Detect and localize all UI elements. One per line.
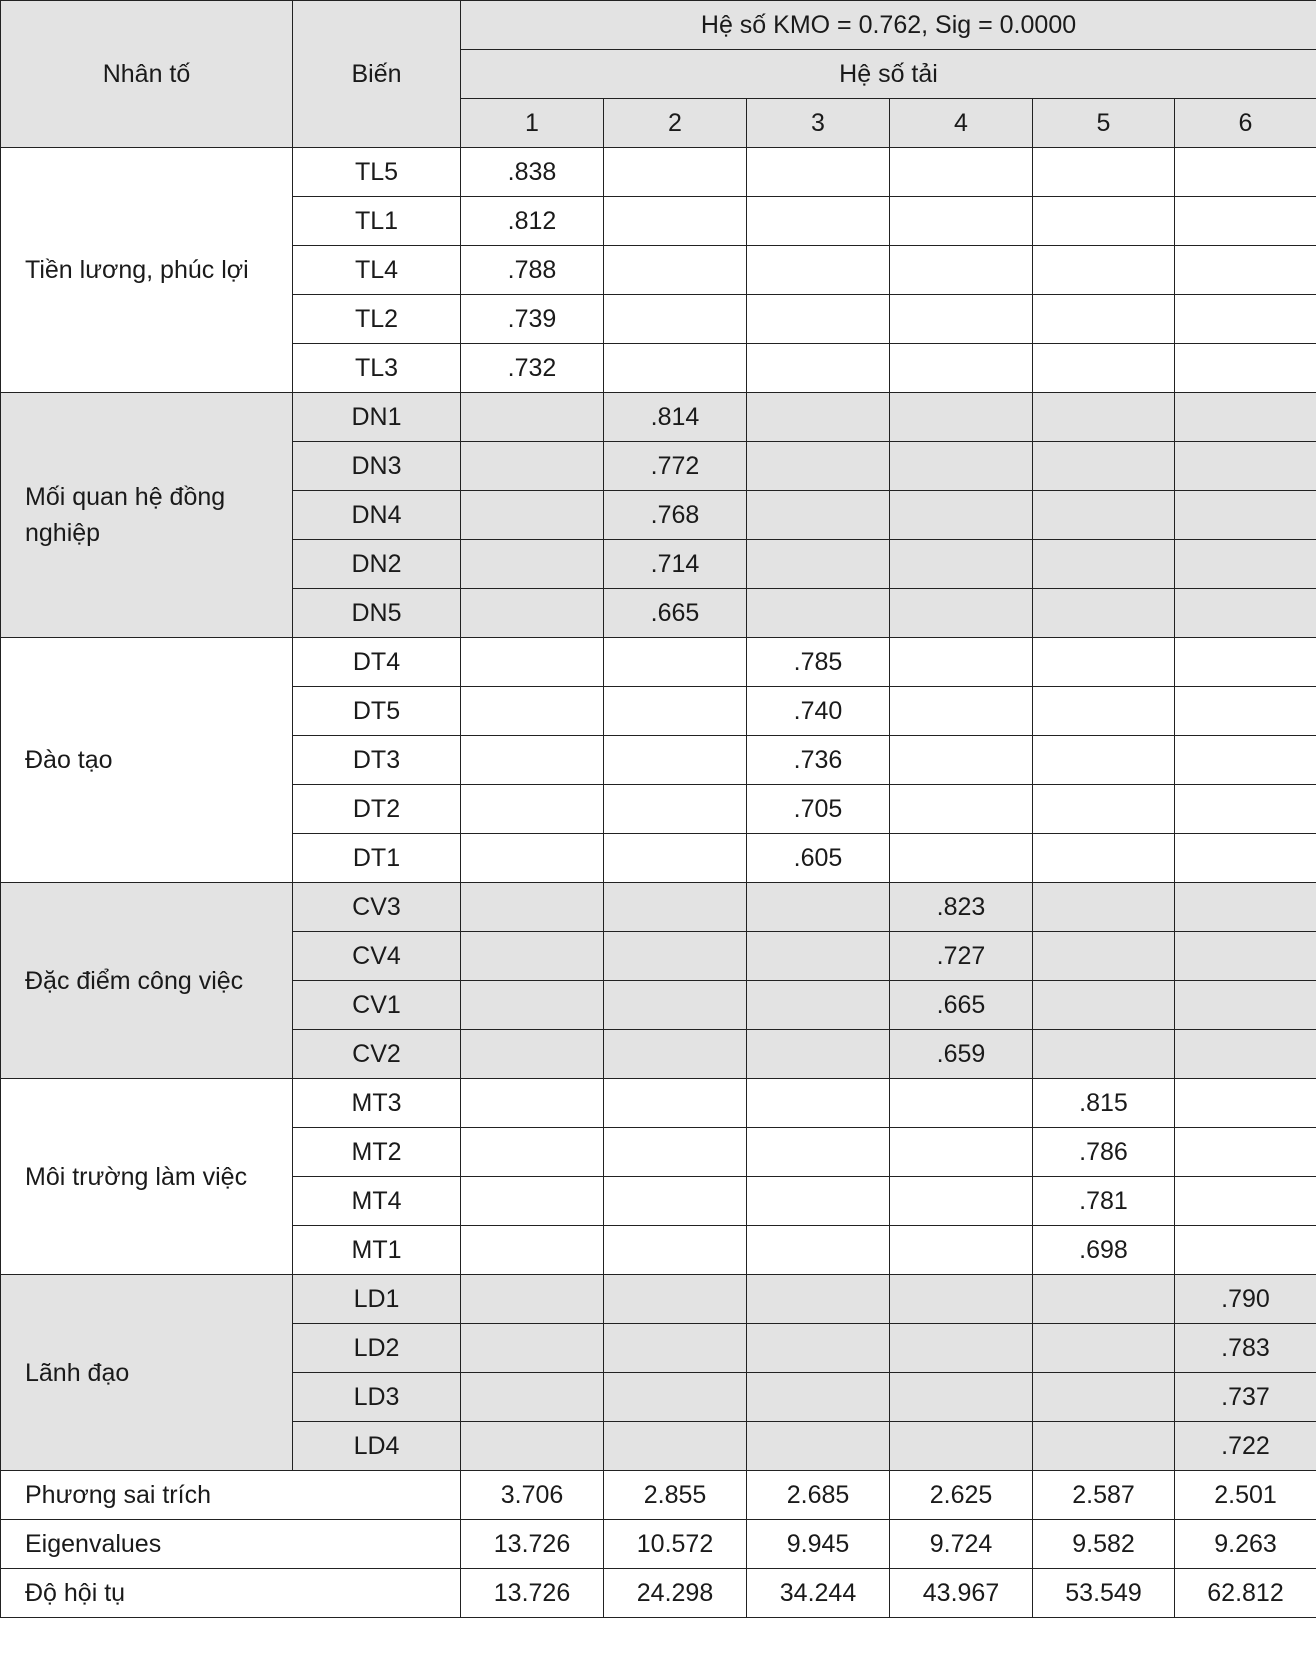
loading-value: .722 xyxy=(1175,1422,1316,1471)
summary-row xyxy=(1,1520,1316,1569)
summary-value: 13.726 xyxy=(461,1520,604,1569)
empty-cell xyxy=(747,1128,890,1177)
empty-cell xyxy=(461,1226,604,1275)
variable-code: LD2 xyxy=(293,1324,461,1373)
empty-cell xyxy=(747,1079,890,1128)
empty-cell xyxy=(461,1275,604,1324)
empty-cell xyxy=(890,638,1033,687)
empty-cell xyxy=(461,687,604,736)
factor-name: Đào tạo xyxy=(1,638,293,883)
empty-cell xyxy=(604,197,747,246)
summary-value: 2.501 xyxy=(1175,1471,1316,1520)
empty-cell xyxy=(890,1226,1033,1275)
empty-cell xyxy=(747,1226,890,1275)
empty-cell xyxy=(890,834,1033,883)
variable-code: DT2 xyxy=(293,785,461,834)
summary-value: 2.587 xyxy=(1033,1471,1175,1520)
empty-cell xyxy=(604,834,747,883)
empty-cell xyxy=(890,687,1033,736)
empty-cell xyxy=(1175,148,1316,197)
empty-cell xyxy=(747,981,890,1030)
variable-code: CV2 xyxy=(293,1030,461,1079)
loading-value: .783 xyxy=(1175,1324,1316,1373)
empty-cell xyxy=(604,1275,747,1324)
empty-cell xyxy=(604,148,747,197)
loading-value: .665 xyxy=(890,981,1033,1030)
empty-cell xyxy=(1175,589,1316,638)
component-header: 4 xyxy=(890,99,1033,148)
empty-cell xyxy=(1033,1373,1175,1422)
empty-cell xyxy=(890,246,1033,295)
summary-value: 9.945 xyxy=(747,1520,890,1569)
empty-cell xyxy=(890,1275,1033,1324)
loading-header: Hệ số tải xyxy=(461,50,1316,99)
component-header: 5 xyxy=(1033,99,1175,148)
empty-cell xyxy=(604,1030,747,1079)
variable-code: DT3 xyxy=(293,736,461,785)
loading-value: .815 xyxy=(1033,1079,1175,1128)
empty-cell xyxy=(1033,148,1175,197)
empty-cell xyxy=(747,1177,890,1226)
empty-cell xyxy=(747,540,890,589)
summary-row xyxy=(1,1471,1316,1520)
empty-cell xyxy=(747,197,890,246)
empty-cell xyxy=(747,1030,890,1079)
empty-cell xyxy=(747,1275,890,1324)
summary-row xyxy=(1,1569,1316,1618)
empty-cell xyxy=(461,785,604,834)
empty-cell xyxy=(1033,638,1175,687)
variable-code: MT4 xyxy=(293,1177,461,1226)
summary-value: 2.855 xyxy=(604,1471,747,1520)
empty-cell xyxy=(604,638,747,687)
variable-code: TL2 xyxy=(293,295,461,344)
summary-value: 2.625 xyxy=(890,1471,1033,1520)
variable-code: DN1 xyxy=(293,393,461,442)
summary-value: 9.582 xyxy=(1033,1520,1175,1569)
empty-cell xyxy=(1175,442,1316,491)
variable-code: TL3 xyxy=(293,344,461,393)
empty-cell xyxy=(604,785,747,834)
empty-cell xyxy=(461,1079,604,1128)
summary-value: 24.298 xyxy=(604,1569,747,1618)
empty-cell xyxy=(890,1373,1033,1422)
empty-cell xyxy=(1175,981,1316,1030)
table-row xyxy=(1,393,1316,442)
variable-code: DN2 xyxy=(293,540,461,589)
empty-cell xyxy=(604,1373,747,1422)
table-summary xyxy=(1,1471,1316,1618)
variable-code: CV3 xyxy=(293,883,461,932)
summary-value: 34.244 xyxy=(747,1569,890,1618)
empty-cell xyxy=(461,981,604,1030)
variable-code: DN4 xyxy=(293,491,461,540)
summary-value: 53.549 xyxy=(1033,1569,1175,1618)
empty-cell xyxy=(461,932,604,981)
variable-code: LD1 xyxy=(293,1275,461,1324)
table-row xyxy=(1,638,1316,687)
table-row xyxy=(1,148,1316,197)
empty-cell xyxy=(461,883,604,932)
empty-cell xyxy=(890,1324,1033,1373)
factor-name: Đặc điểm công việc xyxy=(1,883,293,1079)
component-header: 6 xyxy=(1175,99,1316,148)
loading-value: .814 xyxy=(604,393,747,442)
empty-cell xyxy=(890,1128,1033,1177)
empty-cell xyxy=(1033,442,1175,491)
summary-label: Phương sai trích xyxy=(1,1471,461,1520)
empty-cell xyxy=(1175,246,1316,295)
empty-cell xyxy=(461,1128,604,1177)
summary-value: 9.724 xyxy=(890,1520,1033,1569)
empty-cell xyxy=(747,932,890,981)
empty-cell xyxy=(604,295,747,344)
empty-cell xyxy=(890,442,1033,491)
empty-cell xyxy=(747,246,890,295)
loading-value: .605 xyxy=(747,834,890,883)
variable-code: TL4 xyxy=(293,246,461,295)
loading-value: .812 xyxy=(461,197,604,246)
empty-cell xyxy=(1175,491,1316,540)
empty-cell xyxy=(1175,1177,1316,1226)
loading-value: .665 xyxy=(604,589,747,638)
empty-cell xyxy=(1175,1128,1316,1177)
table-row xyxy=(1,1275,1316,1324)
empty-cell xyxy=(1175,1079,1316,1128)
variable-code: DT1 xyxy=(293,834,461,883)
loading-value: .781 xyxy=(1033,1177,1175,1226)
component-header: 2 xyxy=(604,99,747,148)
empty-cell xyxy=(747,393,890,442)
loading-value: .740 xyxy=(747,687,890,736)
summary-label: Eigenvalues xyxy=(1,1520,461,1569)
empty-cell xyxy=(1033,540,1175,589)
empty-cell xyxy=(890,491,1033,540)
loading-value: .785 xyxy=(747,638,890,687)
empty-cell xyxy=(747,295,890,344)
summary-value: 43.967 xyxy=(890,1569,1033,1618)
empty-cell xyxy=(604,1324,747,1373)
variable-code: DN3 xyxy=(293,442,461,491)
empty-cell xyxy=(1033,1030,1175,1079)
loading-value: .732 xyxy=(461,344,604,393)
loading-value: .737 xyxy=(1175,1373,1316,1422)
loading-value: .788 xyxy=(461,246,604,295)
empty-cell xyxy=(1175,540,1316,589)
empty-cell xyxy=(1175,785,1316,834)
empty-cell xyxy=(604,246,747,295)
table-row xyxy=(1,1079,1316,1128)
table-body xyxy=(1,148,1316,1471)
loading-value: .727 xyxy=(890,932,1033,981)
loading-value: .698 xyxy=(1033,1226,1175,1275)
empty-cell xyxy=(747,589,890,638)
empty-cell xyxy=(747,491,890,540)
empty-cell xyxy=(1033,687,1175,736)
empty-cell xyxy=(890,393,1033,442)
loading-value: .768 xyxy=(604,491,747,540)
loading-value: .659 xyxy=(890,1030,1033,1079)
empty-cell xyxy=(747,442,890,491)
variable-code: CV1 xyxy=(293,981,461,1030)
empty-cell xyxy=(1033,981,1175,1030)
empty-cell xyxy=(1175,638,1316,687)
summary-value: 10.572 xyxy=(604,1520,747,1569)
factor-name: Môi trường làm việc xyxy=(1,1079,293,1275)
loading-value: .772 xyxy=(604,442,747,491)
loading-value: .790 xyxy=(1175,1275,1316,1324)
empty-cell xyxy=(1175,687,1316,736)
empty-cell xyxy=(461,1030,604,1079)
loading-value: .739 xyxy=(461,295,604,344)
component-header: 3 xyxy=(747,99,890,148)
empty-cell xyxy=(1175,295,1316,344)
empty-cell xyxy=(461,1373,604,1422)
empty-cell xyxy=(1033,491,1175,540)
variable-code: TL1 xyxy=(293,197,461,246)
variable-code: MT1 xyxy=(293,1226,461,1275)
empty-cell xyxy=(747,883,890,932)
empty-cell xyxy=(1175,1226,1316,1275)
variable-code: DN5 xyxy=(293,589,461,638)
loading-value: .714 xyxy=(604,540,747,589)
empty-cell xyxy=(1033,589,1175,638)
variable-code: MT3 xyxy=(293,1079,461,1128)
loading-value: .705 xyxy=(747,785,890,834)
empty-cell xyxy=(1033,932,1175,981)
empty-cell xyxy=(604,736,747,785)
variable-code: DT4 xyxy=(293,638,461,687)
empty-cell xyxy=(604,1079,747,1128)
empty-cell xyxy=(461,540,604,589)
empty-cell xyxy=(461,638,604,687)
loading-value: .786 xyxy=(1033,1128,1175,1177)
empty-cell xyxy=(747,1373,890,1422)
factor-name: Tiền lương, phúc lợi xyxy=(1,148,293,393)
empty-cell xyxy=(1175,932,1316,981)
empty-cell xyxy=(461,834,604,883)
empty-cell xyxy=(1175,1030,1316,1079)
empty-cell xyxy=(1033,1324,1175,1373)
empty-cell xyxy=(604,1226,747,1275)
empty-cell xyxy=(461,491,604,540)
empty-cell xyxy=(890,1177,1033,1226)
empty-cell xyxy=(890,148,1033,197)
variable-code: LD4 xyxy=(293,1422,461,1471)
empty-cell xyxy=(604,1128,747,1177)
empty-cell xyxy=(1033,736,1175,785)
empty-cell xyxy=(890,295,1033,344)
empty-cell xyxy=(890,197,1033,246)
empty-cell xyxy=(1033,883,1175,932)
empty-cell xyxy=(461,393,604,442)
empty-cell xyxy=(1175,344,1316,393)
empty-cell xyxy=(1033,1275,1175,1324)
summary-label: Độ hội tụ xyxy=(1,1569,461,1618)
kmo-header: Hệ số KMO = 0.762, Sig = 0.0000 xyxy=(461,1,1316,50)
summary-value: 3.706 xyxy=(461,1471,604,1520)
empty-cell xyxy=(604,1422,747,1471)
variable-code: DT5 xyxy=(293,687,461,736)
summary-value: 9.263 xyxy=(1175,1520,1316,1569)
variable-code: TL5 xyxy=(293,148,461,197)
empty-cell xyxy=(604,1177,747,1226)
empty-cell xyxy=(1033,344,1175,393)
empty-cell xyxy=(1033,1422,1175,1471)
empty-cell xyxy=(604,981,747,1030)
summary-value: 2.685 xyxy=(747,1471,890,1520)
variable-code: CV4 xyxy=(293,932,461,981)
empty-cell xyxy=(604,687,747,736)
empty-cell xyxy=(461,442,604,491)
empty-cell xyxy=(890,736,1033,785)
empty-cell xyxy=(1175,197,1316,246)
empty-cell xyxy=(461,736,604,785)
empty-cell xyxy=(1033,785,1175,834)
empty-cell xyxy=(1033,393,1175,442)
empty-cell xyxy=(1033,295,1175,344)
empty-cell xyxy=(461,1422,604,1471)
empty-cell xyxy=(461,1324,604,1373)
empty-cell xyxy=(1033,834,1175,883)
empty-cell xyxy=(747,1324,890,1373)
variable-column-header: Biến xyxy=(293,1,461,148)
empty-cell xyxy=(890,1422,1033,1471)
empty-cell xyxy=(604,883,747,932)
empty-cell xyxy=(1175,834,1316,883)
loading-value: .838 xyxy=(461,148,604,197)
component-header: 1 xyxy=(461,99,604,148)
empty-cell xyxy=(1175,393,1316,442)
empty-cell xyxy=(461,1177,604,1226)
empty-cell xyxy=(1033,197,1175,246)
empty-cell xyxy=(461,589,604,638)
variable-code: MT2 xyxy=(293,1128,461,1177)
summary-value: 62.812 xyxy=(1175,1569,1316,1618)
empty-cell xyxy=(890,540,1033,589)
variable-code: LD3 xyxy=(293,1373,461,1422)
empty-cell xyxy=(604,932,747,981)
loading-value: .736 xyxy=(747,736,890,785)
empty-cell xyxy=(747,344,890,393)
table-header xyxy=(1,1,1316,148)
empty-cell xyxy=(747,1422,890,1471)
table-row xyxy=(1,883,1316,932)
factor-name: Mối quan hệ đồng nghiệp xyxy=(1,393,293,638)
empty-cell xyxy=(1175,736,1316,785)
empty-cell xyxy=(604,344,747,393)
factor-name: Lãnh đạo xyxy=(1,1275,293,1471)
empty-cell xyxy=(890,344,1033,393)
empty-cell xyxy=(890,589,1033,638)
factor-column-header: Nhân tố xyxy=(1,1,293,148)
summary-value: 13.726 xyxy=(461,1569,604,1618)
empty-cell xyxy=(890,785,1033,834)
empty-cell xyxy=(1033,246,1175,295)
loading-value: .823 xyxy=(890,883,1033,932)
empty-cell xyxy=(890,1079,1033,1128)
empty-cell xyxy=(1175,883,1316,932)
empty-cell xyxy=(747,148,890,197)
